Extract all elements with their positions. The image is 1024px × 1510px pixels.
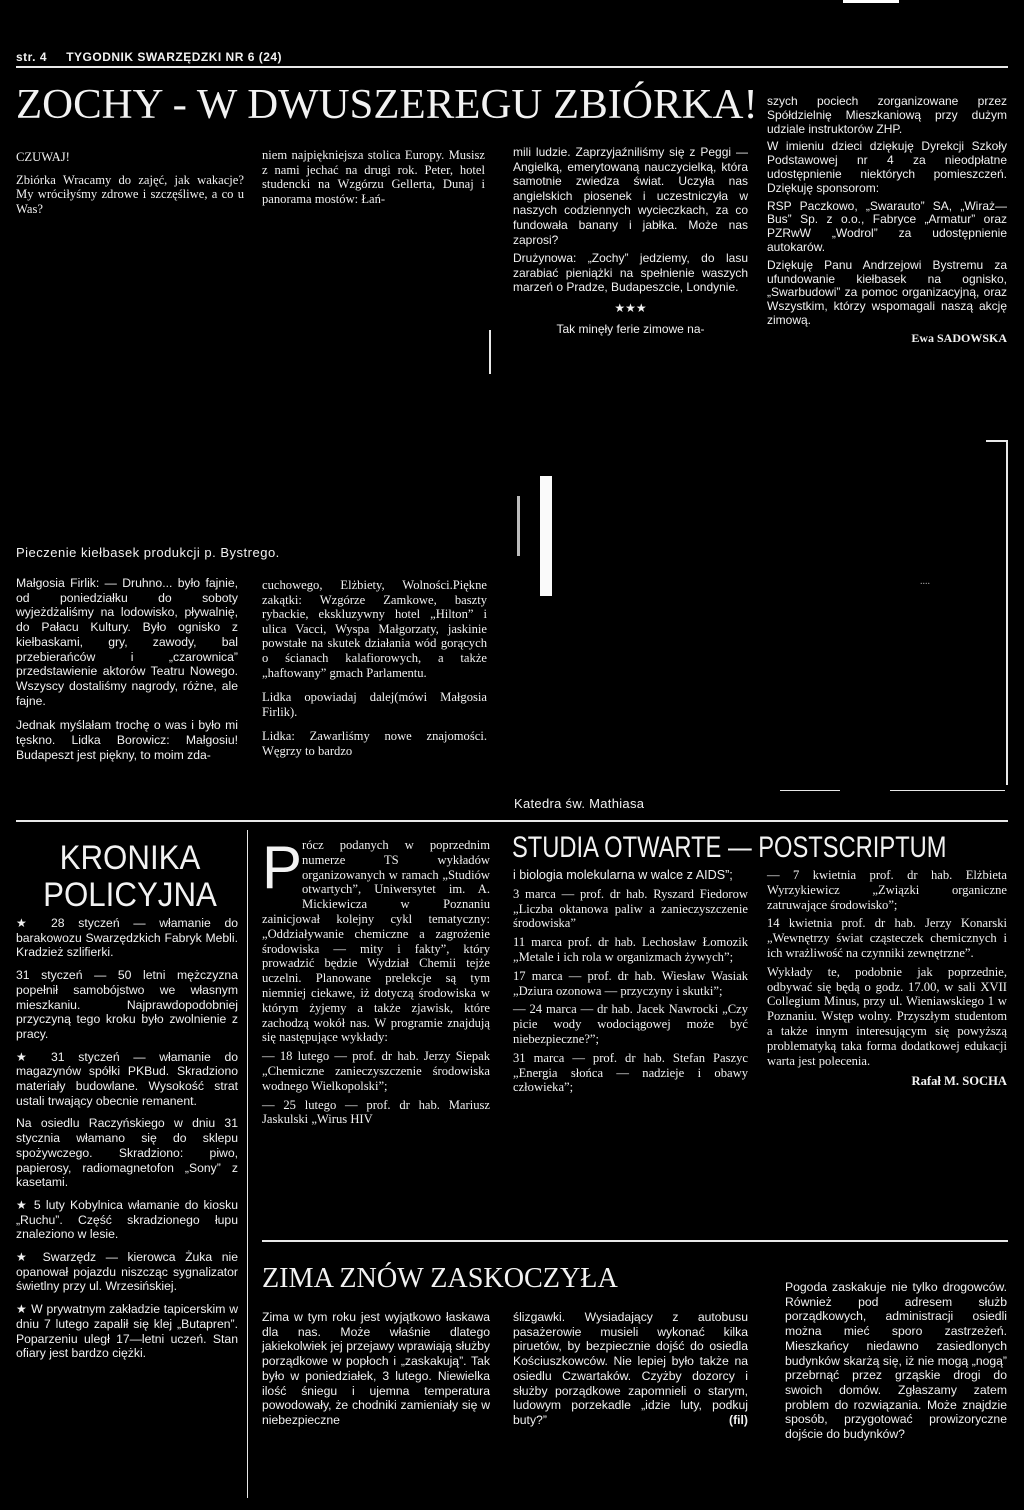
paragraph: ślizgawki. Wysiadający z autobusu pasażerowie musieli wykonać kilka piruetów, by bezpiecznie dojść do osiedla Kościuszkowców. Nie lepiej było także na osiedlu Czwartaków. Czyżby dozorcy i służby porządkowe zapomnieli o starym, ludowym porzekadle „idzie luty, podkuj buty?”	[513, 1310, 748, 1427]
photo-frame-top	[986, 440, 1006, 442]
paragraph: i biologia molekularna w walce z AIDS”;	[513, 868, 733, 882]
signature: (fil)	[729, 1412, 748, 1427]
studia-dropcap: P	[262, 834, 303, 901]
zochy-col3	[513, 145, 748, 340]
kronika-title-line2: POLICYJNA	[43, 876, 217, 914]
paragraph: Lidka opowiadaj dalej(mówi Małgosia Firlik).	[262, 690, 487, 719]
zima-col2	[513, 1310, 748, 1432]
story-col1	[16, 576, 238, 766]
paragraph: Jednak myślałam trochę o was i było mi tęskno. Lidka Borowicz: Małgosiu! Budapeszt jest piękny, to moim zda-	[16, 718, 238, 762]
stars-separator: ★★★	[614, 300, 647, 315]
paragraph: 3 marca — prof. dr hab. Ryszard Fiedorow „Liczba oktanowa paliw a zanieczyszczenie środowiska”	[513, 886, 748, 931]
paragraph: Zima w tym roku jest wyjątkowo łaskawa dla nas. Może właśnie dlatego jakiekolwiek jej przejawy wprawiają służby porządkowe w popłoch i „zaskakują”. Tak było w poniedziałek, 3 lutego. Niewielka ilość śniegu i ujemna temperatura powodowały, że chodniki zamieniały się w niebezpieczne	[262, 1310, 490, 1427]
caption-rule	[890, 790, 1005, 791]
section-rule	[262, 1240, 1008, 1242]
top-marker	[843, 0, 899, 3]
kronika-title-line1: KRONIKA	[59, 839, 201, 877]
kronika-items	[16, 916, 238, 1365]
paragraph: cuchowego, Elżbiety, Wolności.Piękne zakątki: Wzgórze Zamkowe, baszty rybackie, ekskluzywny hotel „Hilton” i ulica Vacci, Wyspa Małgorzaty, jaskinie powstałe na skutek działania wód gorących o ścianach kalafiorowych, a także „haftowany” gmach Parlamentu.	[262, 578, 487, 680]
paragraph: Tak minęły ferie zimowe na-	[556, 321, 705, 336]
caption-rule	[780, 790, 840, 791]
paragraph: Dziękuję Panu Andrzejowi Bystremu za ufundowanie kiełbasek na ognisko, „Swarbudowi” za pomoc organizacyjną, oraz Wszystkim, którzy wspomagali naszą akcję zimową.	[767, 257, 1007, 327]
dropcap-spacer	[262, 834, 303, 910]
zima-col3	[785, 1280, 1007, 1446]
zochy-headline: ZOCHY - W DWUSZEREGU ZBIÓRKA!	[16, 82, 758, 128]
page-header: str. 4 TYGODNIK SWARZĘDZKI NR 6 (24)	[16, 50, 283, 64]
paragraph: RSP Paczkowo, „Swarauto” SA, „Wiraż—Bus” Sp. z o.o., Fabryce „Armatur” oraz PZRwW „Wodrol” za udostępnienie autokarów.	[767, 198, 1007, 254]
zima-col1	[262, 1310, 490, 1432]
kronika-item: ★ Swarzędz — kierowca Żuka nie opanował pojazdu niszcząc sygnalizator świetlny przy ul. Wrzesińskiej.	[16, 1250, 238, 1294]
photo-light-1	[540, 476, 552, 596]
paragraph: — 18 lutego — prof. dr hab. Jerzy Siepak „Chemiczne zanieczyszczenie środowiska wodnego Wielkopolski”;	[262, 1049, 490, 1093]
paragraph: rócz podanych w poprzednim numerze TS wykładów organizowanych w ramach „Studiów otwartych”, Uniwersytet im. A. Mickiewicza w Poznaniu zainicjował kolejny cykl tematyczny: „Oddziaływanie chemiczne a zagrożenie środowiska — mity i fakty”, który prowadzić będzie Wydział Chemii tejże uczelni. Planowane prelekcje są tym niemniej ciekawe, iż dotyczą środowiska w którym żyjemy a także zjawisk, które zachodzą wokół nas. W programie znajdują się następujące wykłady:	[262, 838, 490, 1045]
signature: Rafał M. SOCHA	[911, 1074, 1007, 1089]
paragraph: 11 marca prof. dr hab. Lechosław Łomozik „Metale i ich rola w organizmach żywych”;	[513, 935, 748, 964]
paragraph: — 7 kwietnia prof. dr hab. Elżbieta Wyrzykiewicz „Związki organiczne zatruwające środowisko”;	[767, 868, 1007, 912]
studia-col2	[513, 868, 748, 1099]
story-col2	[262, 578, 487, 763]
paragraph: szych pociech zorganizowane przez Spółdzielnię Mieszkaniową przy dużym udziale instruktorów ZHP.	[767, 94, 1007, 136]
kronika-item: 31 styczeń — 50 letni mężczyzna popełnił samobójstwo we własnym mieszkaniu. Najprawdopodobniej przyczyną tego kroku było zwolnienie z pracy.	[16, 968, 238, 1041]
paragraph: 14 kwietnia prof. dr hab. Jerzy Konarski „Wewnętrzy świat cząsteczek chemicznych i ich wrażliwość na czynniki zewnętrzne”.	[767, 916, 1007, 960]
kronika-item: Na osiedlu Raczyńskiego w dniu 31 stycznia włamano się do sklepu spożywczego. Skradziono: piwo, papierosy, radiomagnetofon „Sony” z kasetami.	[16, 1116, 238, 1190]
kronika-item: ★ 28 styczeń — włamanie do barakowozu Swarzędzkich Fabryk Mebli. Kradzież szlifierki.	[16, 916, 238, 960]
paragraph: CZUWAJ!	[16, 150, 70, 164]
kronika-title	[16, 840, 244, 914]
paragraph: — 24 marca — dr hab. Jacek Nawrocki „Czy picie wody wodociągowej może być niebezpieczne?”;	[513, 1002, 748, 1046]
kronika-divider	[247, 830, 248, 1498]
kronika-item: ★ 31 styczeń — włamanie do magazynów spółki PKBud. Skradziono materiały budowlane. Wysokość strat ustali trwający obecnie remanent.	[16, 1050, 238, 1109]
signature: Ewa SADOWSKA	[911, 330, 1007, 345]
paragraph: 31 marca — prof. dr hab. Stefan Paszyc „Energia słońca — nadzieje i obawy człowieka”;	[513, 1050, 748, 1095]
paragraph: niem najpiękniejsza stolica Europy. Musisz z nami jechać na drugi rok. Peter, hotel studencki na Wzgórzu Gellerta, Dunaj i panorama mostów: Łań-	[262, 148, 485, 206]
studia-col3	[767, 868, 1007, 1093]
zima-headline: ZIMA ZNÓW ZASKOCZYŁA	[262, 1262, 618, 1294]
zochy-col1	[16, 150, 244, 220]
col-divider	[489, 330, 491, 374]
studia-headline: STUDIA OTWARTE — POSTSCRIPTUM	[512, 831, 947, 864]
kronika-item: ★ 5 luty Kobylnica włamanie do kiosku „Ruchu”. Część skradzionego łupu znaleziono w lesie.	[16, 1198, 238, 1242]
zochy-col4	[767, 95, 1007, 350]
photo-dots: ....	[920, 576, 930, 587]
header-rule	[16, 66, 1008, 68]
section-rule	[16, 820, 1008, 822]
paragraph: — 25 lutego — prof. dr hab. Mariusz Jaskulski „Wirus HIV	[262, 1097, 490, 1127]
photo-caption-pieczenie: Pieczenie kiełbasek produkcji p. Bystrego.	[16, 545, 280, 560]
paragraph: mili ludzie. Zaprzyjaźniliśmy się z Peggi — Angielką, emerytowaną nauczycielką, która samotnie zwiedza świat. Uczyła nas angielskich piosenek i uczestniczyła w naszych codziennych wycieczkach, za co fundowała banany i jabłka. Może nas zaprosi?	[513, 145, 748, 247]
photo-light-2	[517, 496, 520, 556]
kronika-item: ★ W prywatnym zakładzie tapicerskim w dniu 7 lutego zapalił się klej „Butapren”. Poparzeniu uległ 17—letni uczeń. Stan ofiary jest bardzo ciężki.	[16, 1302, 238, 1361]
paragraph: Małgosia Firlik: — Druhno... było fajnie, od poniedziałku do soboty wyjeżdżaliśmy na lodowisko, pływalnię, do Pałacu Kultury. Było ognisko z kiełbaskami, gry, zawody, bal przebierańców i „czarownica” przedstawienie aktorów Teatru Nowego. Wszyscy dostaliśmy nagrody, różne, ale fajne.	[16, 576, 238, 708]
zochy-col2	[262, 148, 485, 210]
paragraph: Drużynowa: „Zochy” jedziemy, do lasu zarabiać pieniążki na spełnienie waszych marzeń o Pradze, Budapeszcie, Londynie.	[513, 251, 748, 295]
paragraph: Zbiórka Wracamy do zajęć, jak wakacje? My wróciłyśmy zdrowe i szczęśliwe, a co u Was?	[16, 172, 244, 216]
paragraph: Lidka: Zawarliśmy nowe znajomości. Węgrzy to bardzo	[262, 729, 487, 758]
paragraph: Pogoda zaskakuje nie tylko drogowców. Również pod adresem służb porządkowych, administracji osiedli można mieć sporo zastrzeżeń. Mieszkańcy niedawno zasiedlonych budynków skarżą się, iż nie mogą „nogą” przebrnąć przez grząskie drogi do swoich domów. Zgłaszamy zatem problem do rozwiązania. Może znajdzie sposób, przygotować prowizoryczne dojście do budynków?	[785, 1280, 1007, 1442]
photo-caption-katedra: Katedra św. Mathiasa	[514, 796, 645, 811]
studia-col1	[262, 834, 490, 1131]
paragraph: W imieniu dzieci dziękuję Dyrekcji Szkoły Podstawowej nr 4 za nieodpłatne udostępnienie niektórych pomieszczeń. Dziękuję sponsorom:	[767, 139, 1007, 195]
photo-frame-right	[1006, 440, 1008, 785]
paragraph: Wykłady te, podobnie jak poprzednie, odbywać się będą o godz. 17.00, w sali XVII Collegium Minus, przy ul. Wieniawskiego 1 w Poznaniu. Wstęp wolny. Przyszłym studentom a także innym interesującym się powyższą problematyką taka forma dodatkowej edukacji warta jest polecenia.	[767, 964, 1007, 1068]
paragraph: 17 marca — prof. dr hab. Wiesław Wasiak „Dziura ozonowa — przyczyny i skutki”;	[513, 968, 748, 998]
